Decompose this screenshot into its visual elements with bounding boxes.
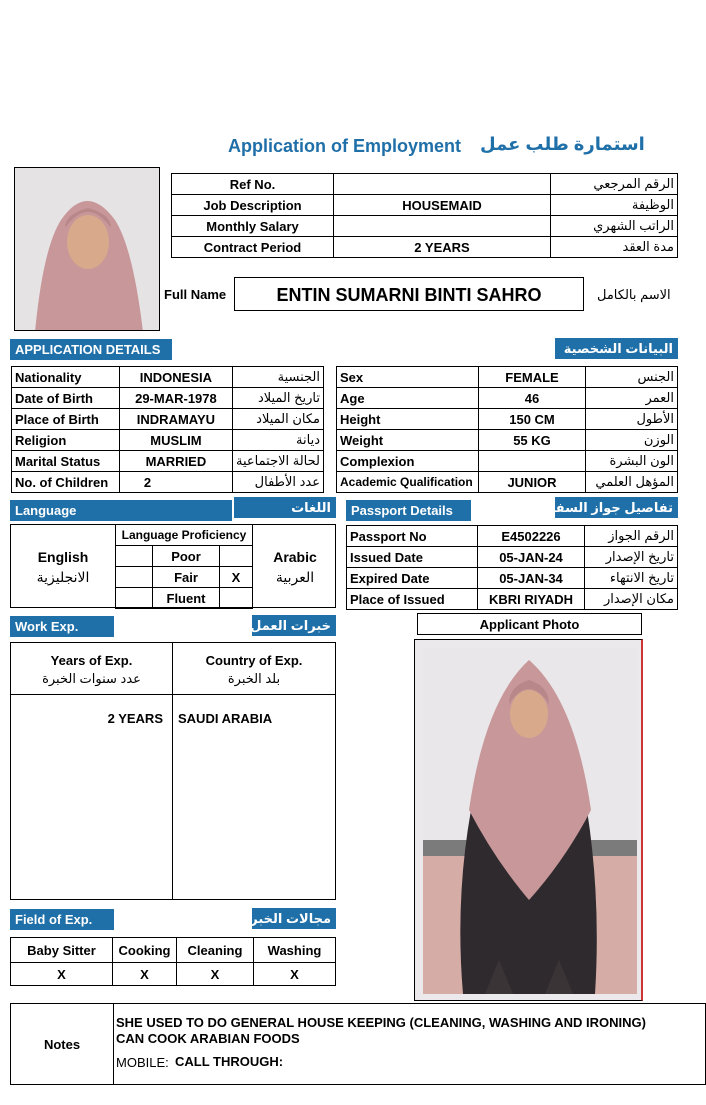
personal-label-ar: تاريخ الميلاد <box>233 388 324 409</box>
personal-label: Sex <box>337 367 479 388</box>
personal-label-ar: عدد الأطفال <box>233 472 324 493</box>
passport-table <box>346 525 678 610</box>
field-exp-header: Field of Exp. <box>10 909 114 930</box>
country-exp-label-ar: بلد الخبرة <box>227 671 281 686</box>
notes-divider <box>113 1004 114 1084</box>
applicant-photo-image <box>415 640 642 1000</box>
passport-row <box>347 568 678 589</box>
personal-label-ar: مكان الميلاد <box>233 409 324 430</box>
field-label: Cooking <box>113 938 177 963</box>
passport-label-ar: تاريخ الانتهاء <box>585 568 678 589</box>
years-exp-label: Years of Exp. <box>50 653 133 668</box>
job-label-ar: مدة العقد <box>551 237 678 258</box>
title-en: Application of Employment <box>228 136 462 156</box>
english-mark <box>116 567 153 588</box>
personal-label-ar: المؤهل العلمي <box>586 472 678 493</box>
language-arabic-ar: العربية <box>275 569 315 585</box>
proficiency-level: Fluent <box>153 588 220 609</box>
job-label: Ref No. <box>172 174 334 195</box>
job-value <box>334 174 551 195</box>
mobile-value: CALL THROUGH: <box>175 1054 284 1069</box>
personal-value: 55 KG <box>479 430 586 451</box>
country-exp-label: Country of Exp. <box>205 653 303 668</box>
notes-line-2: CAN COOK ARABIAN FOODS <box>116 1031 300 1046</box>
personal-label-ar: الأطول <box>586 409 678 430</box>
portrait-image <box>15 168 160 331</box>
job-row <box>172 237 678 258</box>
job-label: Monthly Salary <box>172 216 334 237</box>
personal-row <box>12 367 324 388</box>
country-exp-value: SAUDI ARABIA <box>178 711 273 726</box>
passport-label: Expired Date <box>347 568 478 589</box>
notes-label: Notes <box>43 1037 81 1052</box>
passport-header: Passport Details <box>346 500 471 521</box>
personal-row <box>12 430 324 451</box>
personal-details-header-ar: البيانات الشخصية <box>555 338 678 359</box>
field-mark: X <box>177 963 254 986</box>
field-mark: X <box>11 963 113 986</box>
arabic-mark <box>220 546 253 567</box>
passport-header-ar: تفاصيل جواز السفر <box>555 497 678 518</box>
personal-label-ar: العمر <box>586 388 678 409</box>
proficiency-row <box>116 546 253 567</box>
passport-label: Place of Issued <box>347 589 478 610</box>
field-mark: X <box>254 963 336 986</box>
personal-row <box>337 388 678 409</box>
field-label: Baby Sitter <box>11 938 113 963</box>
language-header-ar: اللغات <box>234 497 336 518</box>
personal-value: JUNIOR <box>479 472 586 493</box>
personal-value: 150 CM <box>479 409 586 430</box>
personal-row <box>12 451 324 472</box>
language-arabic: Arabic <box>273 549 317 565</box>
proficiency-level: Fair <box>153 567 220 588</box>
passport-label-ar: مكان الإصدار <box>585 589 678 610</box>
personal-label: No. of Children <box>12 472 120 493</box>
proficiency-row <box>116 567 253 588</box>
personal-value: 46 <box>479 388 586 409</box>
field-label-row <box>11 938 336 963</box>
passport-row <box>347 589 678 610</box>
personal-value: MUSLIM <box>119 430 232 451</box>
years-exp-label-ar: عدد سنوات الخبرة <box>42 671 141 686</box>
personal-value: FEMALE <box>479 367 586 388</box>
personal-label: Complexion <box>337 451 479 472</box>
english-mark <box>116 588 153 609</box>
application-details-header: APPLICATION DETAILS <box>10 339 172 360</box>
work-exp-header-line <box>11 694 335 695</box>
personal-row <box>337 451 678 472</box>
personal-label: Religion <box>12 430 120 451</box>
personal-value <box>479 451 586 472</box>
language-english-ar: الانجليزية <box>36 569 90 585</box>
passport-row <box>347 526 678 547</box>
personal-row <box>12 388 324 409</box>
job-label-ar: الرقم المرجعي <box>551 174 678 195</box>
mobile-label: MOBILE: <box>116 1055 169 1070</box>
field-exp-header-ar: مجالات الخبرة <box>252 908 336 929</box>
personal-row <box>337 430 678 451</box>
job-table <box>171 173 678 258</box>
passport-value: 05-JAN-24 <box>478 547 585 568</box>
personal-label-ar: الجنس <box>586 367 678 388</box>
passport-label: Issued Date <box>347 547 478 568</box>
personal-row <box>12 409 324 430</box>
personal-label: Place of Birth <box>12 409 120 430</box>
personal-value: 2 <box>119 472 232 493</box>
personal-label-ar: ديانة <box>233 430 324 451</box>
english-mark <box>116 546 153 567</box>
passport-photo <box>14 167 160 331</box>
personal-row <box>12 472 324 493</box>
personal-label-ar: الون البشرة <box>586 451 678 472</box>
passport-value: KBRI RIYADH <box>478 589 585 610</box>
personal-label-ar: الجنسية <box>233 367 324 388</box>
applicant-photo <box>414 639 643 1001</box>
field-label: Washing <box>254 938 336 963</box>
personal-label: Academic Qualification <box>337 472 479 493</box>
personal-label-ar: لحالة الاجتماعية <box>233 451 324 472</box>
proficiency-level: Poor <box>153 546 220 567</box>
notes-box <box>10 1003 706 1085</box>
language-box <box>10 524 336 608</box>
personal-value: 29-MAR-1978 <box>119 388 232 409</box>
personal-label: Age <box>337 388 479 409</box>
job-label-ar: الوظيفة <box>551 195 678 216</box>
passport-label-ar: تاريخ الإصدار <box>585 547 678 568</box>
personal-value: INDONESIA <box>119 367 232 388</box>
notes-line-1: SHE USED TO DO GENERAL HOUSE KEEPING (CLEANING, WASHING AND IRONING) <box>116 1015 646 1030</box>
personal-row <box>337 409 678 430</box>
job-label-ar: الراتب الشهري <box>551 216 678 237</box>
personal-label: Marital Status <box>12 451 120 472</box>
personal-value: MARRIED <box>119 451 232 472</box>
proficiency-header: Language Proficiency <box>116 525 253 546</box>
personal-label-ar: الوزن <box>586 430 678 451</box>
work-exp-table <box>10 642 336 900</box>
passport-row <box>347 547 678 568</box>
job-value: 2 YEARS <box>334 237 551 258</box>
job-row <box>172 216 678 237</box>
field-label: Cleaning <box>177 938 254 963</box>
language-proficiency-table <box>115 524 253 609</box>
arabic-mark <box>220 588 253 609</box>
field-mark: X <box>113 963 177 986</box>
proficiency-row <box>116 588 253 609</box>
personal-label: Height <box>337 409 479 430</box>
passport-label: Passport No <box>347 526 478 547</box>
personal-label: Date of Birth <box>12 388 120 409</box>
personal-row <box>337 367 678 388</box>
full-name-label: Full Name <box>164 287 227 302</box>
work-exp-header: Work Exp. <box>10 616 114 637</box>
language-english: English <box>37 549 89 565</box>
job-value <box>334 216 551 237</box>
work-exp-header-ar: خبرات العمل <box>252 615 336 636</box>
full-name-label-ar: الاسم بالكامل <box>597 287 671 302</box>
field-exp-table <box>10 937 336 986</box>
arabic-mark: X <box>220 567 253 588</box>
applicant-photo-label: Applicant Photo <box>417 613 642 635</box>
job-label: Contract Period <box>172 237 334 258</box>
full-name-value: ENTIN SUMARNI BINTI SAHRO <box>234 277 584 311</box>
personal-row <box>337 472 678 493</box>
passport-label-ar: الرقم الجواز <box>585 526 678 547</box>
passport-value: E4502226 <box>478 526 585 547</box>
job-label: Job Description <box>172 195 334 216</box>
years-exp-value: 2 YEARS <box>107 711 163 726</box>
personal-label: Weight <box>337 430 479 451</box>
passport-value: 05-JAN-34 <box>478 568 585 589</box>
personal-right-table <box>336 366 678 493</box>
personal-left-table <box>11 366 324 493</box>
language-header: Language <box>10 500 232 521</box>
personal-value: INDRAMAYU <box>119 409 232 430</box>
personal-label: Nationality <box>12 367 120 388</box>
job-row <box>172 195 678 216</box>
job-row <box>172 174 678 195</box>
title-ar: استمارة طلب عمل <box>480 134 645 154</box>
field-mark-row <box>11 963 336 986</box>
job-value: HOUSEMAID <box>334 195 551 216</box>
